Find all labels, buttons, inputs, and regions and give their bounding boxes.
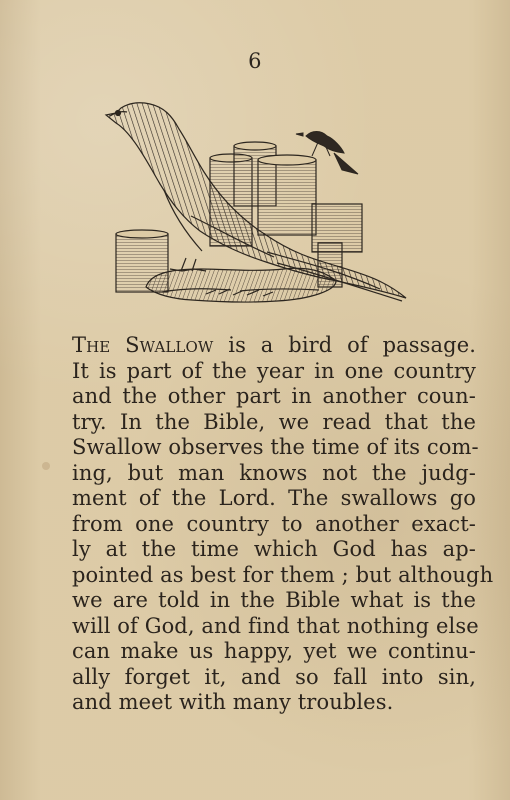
paper-stain [42,462,50,470]
paragraph-line-11: we are told in the Bible what is the [72,588,476,612]
paragraph-line-4: try. In the Bible, we read that the [72,409,476,434]
paragraph-line-15: and meet with many troubles. [72,690,394,714]
paragraph-lead: The Swallow [72,333,214,357]
paragraph-line-12: will of God, and find that nothing else [72,613,479,638]
paragraph-line-2: It is part of the year in one country [72,358,476,383]
swallow-illustration [98,98,416,312]
chimney-rim-left [116,230,168,238]
page-number: 6 [248,49,262,73]
paragraph-line-13: can make us happy, yet we continu- [72,639,476,663]
paragraph-line-9: ly at the time which God has ap- [72,537,476,561]
body-text [72,333,494,716]
chimney-pot-right [258,160,316,235]
paragraph-line-1-rest: is a bird of passage. [213,333,477,357]
paragraph-line-5: Swallow observes the time of its com- [72,435,479,459]
paragraph-line-1 [72,333,476,359]
chimney-rim-center [234,142,276,150]
paragraph-line-7: ment of the Lord. The swallows go [72,486,476,510]
chimney-rim-right [258,155,316,165]
paragraph-line-3: and the other part in another coun- [72,384,476,408]
paragraph-line-10: pointed as best for them ; but although [72,562,494,587]
paragraph-line-14: ally forget it, and so fall into sin, [72,664,476,689]
paragraph-line-8: from one country to another exact- [72,511,476,536]
paragraph-line-6: ing, but man knows not the judg- [72,460,476,485]
